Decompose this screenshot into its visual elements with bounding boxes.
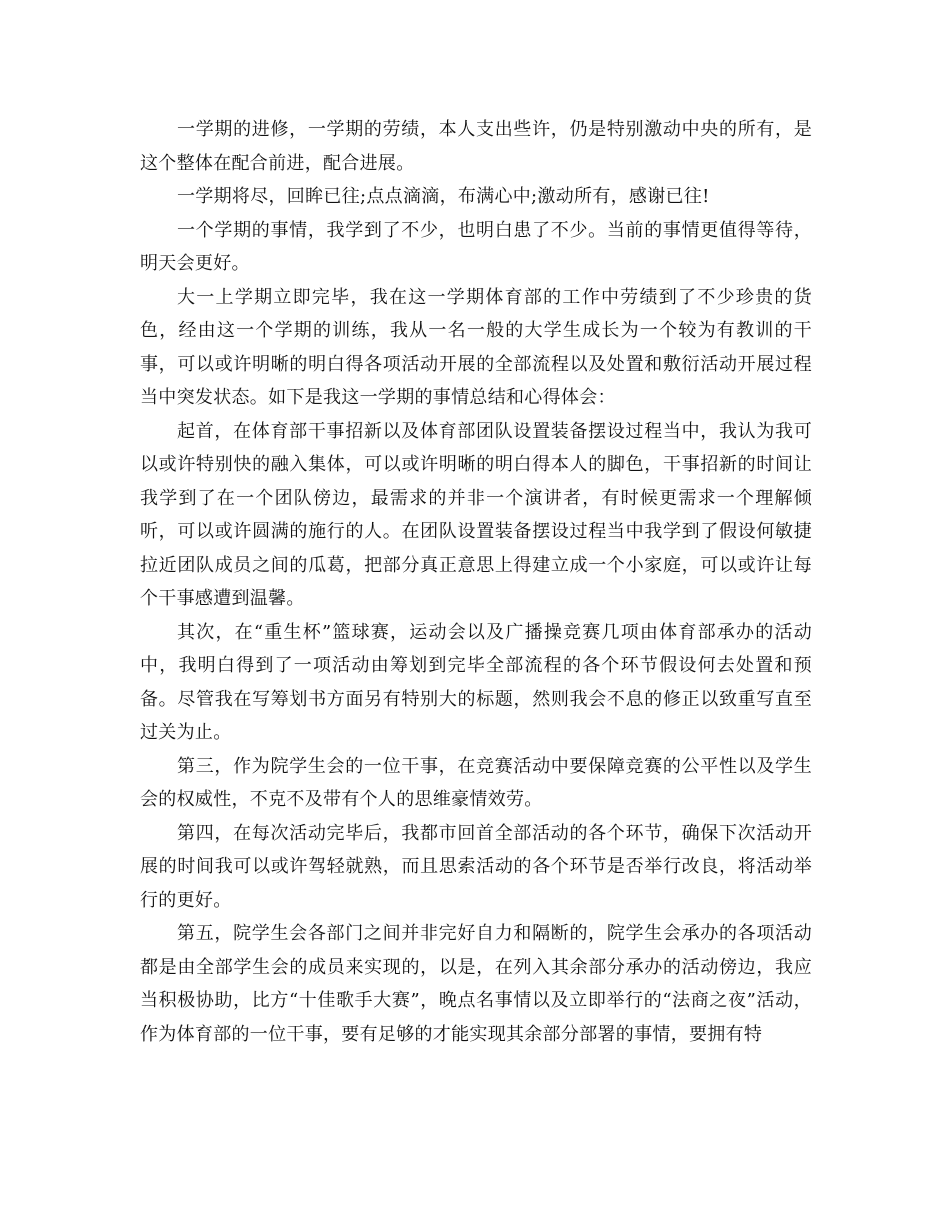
paragraph-3: 一个学期的事情，我学到了不少，也明白患了不少。当前的事情更值得等待，明天会更好。	[140, 219, 812, 274]
paragraph-5: 起首，在体育部干事招新以及体育部团队设置装备摆设过程当中，我认为我可以或许特别快的融入集体，可以或许明晰的明白得本人的脚色，干事招新的时间让我学到了在一个团队傍边，最需求的并非一个演讲者，有时候更需求一个理解倾听，可以或许圆满的施行的人。在团队设置装备摆设过程当中我学到了假设何敏捷拉近团队成员之间的瓜葛，把部分真正意思上得建立成一个小家庭，可以或许让每个干事感遭到温馨。	[140, 420, 812, 609]
document-body	[140, 113, 812, 1051]
paragraph-1: 一学期的进修，一学期的劳绩，本人支出些许，仍是特别激动中央的所有，是这个整体在配合前进，配合进展。	[140, 119, 812, 174]
paragraph-8: 第四，在每次活动完毕后，我都市回首全部活动的各个环节，确保下次活动开展的时间我可以或许驾轻就熟，而且思索活动的各个环节是否举行改良，将活动举行的更好。	[140, 822, 812, 911]
paragraph-2: 一学期将尽，回眸已往;点点滴滴，布满心中;激动所有，感谢已往!	[177, 186, 710, 207]
paragraph-6: 其次，在“重生杯”篮球赛，运动会以及广播操竞赛几项由体育部承办的活动中，我明白得到了一项活动由筹划到完毕全部流程的各个环节假设何去处置和预备。尽管我在写筹划书方面另有特别大的标题，然则我会不息的修正以致重写直至过关为止。	[140, 621, 812, 743]
paragraph-9: 第五，院学生会各部门之间并非完好自力和隔断的，院学生会承办的各项活动都是由全部学生会的成员来实现的，以是，在列入其余部分承办的活动傍边，我应当积极协助，比方“十佳歌手大赛”，晚点名事情以及立即举行的“法商之夜”活动，作为体育部的一位干事，要有足够的才能实现其余部分部署的事情，要拥有特	[140, 923, 812, 1045]
paragraph-7: 第三，作为院学生会的一位干事，在竞赛活动中要保障竞赛的公平性以及学生会的权威性，不克不及带有个人的思维豪情效劳。	[140, 755, 812, 810]
paragraph-4: 大一上学期立即完毕，我在这一学期体育部的工作中劳绩到了不少珍贵的货色，经由这一个学期的训练，我从一名一般的大学生成长为一个较为有教训的干事，可以或许明晰的明白得各项活动开展的全部流程以及处置和敷衍活动开展过程当中突发状态。如下是我这一学期的事情总结和心得体会：	[140, 286, 812, 408]
